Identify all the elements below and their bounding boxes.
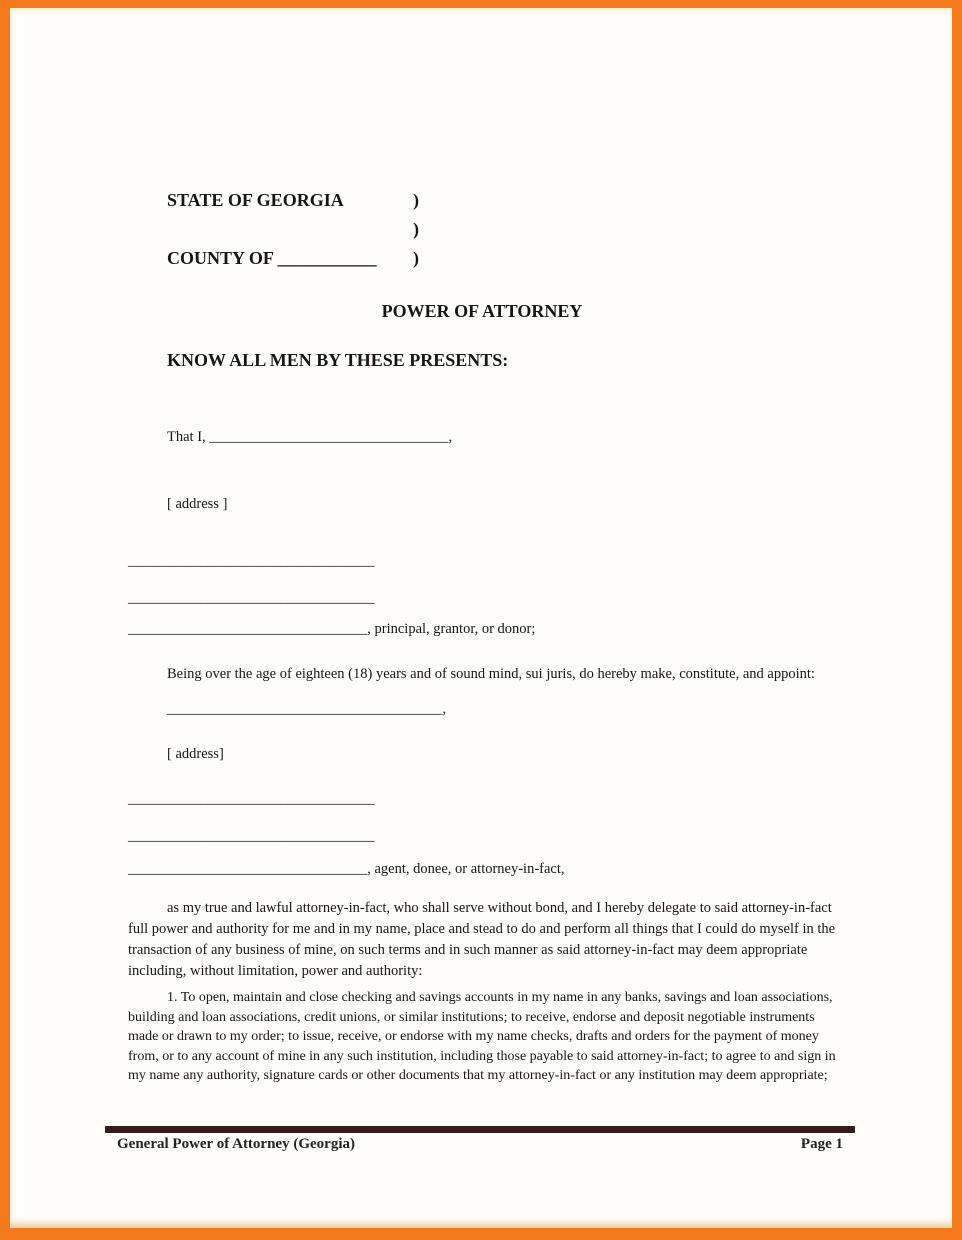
principal-address-label: [ address ] — [167, 496, 228, 512]
page-footer — [105, 1126, 855, 1153]
agent-designation-blank: _________________________________ — [128, 861, 368, 877]
footer-divider — [105, 1126, 855, 1133]
document-page — [10, 8, 952, 1228]
principal-designation-blank: _________________________________ — [128, 621, 368, 637]
recital-paragraph: Being over the age of eighteen (18) years and of sound mind, sui juris, do hereby make, constitute, and appoint: — [167, 666, 815, 682]
agent-designation-label: , agent, donee, or attorney-in-fact, — [367, 861, 565, 877]
power-item-1: 1. To open, maintain and close checking and savings accounts in my name in any banks, savings and loan associations, building and loan associations, credit unions, or similar institutions; to receive, endorse and deposit negotiable instruments made or drawn to my order; to issue, receive, or endorse with my name checks, drafts and orders for the payment of money from, or to any account of mine in any such institution, including those payable to said attorney-in-fact; to agree to and sign in my name any authority, signature cards or other documents that my attorney-in-fact or any institution may deem appropriate; — [128, 990, 836, 1083]
agent-address-blank-1: __________________________________ — [128, 791, 375, 807]
footer-page-number: Page 1 — [800, 1136, 843, 1152]
venue-paren: ) — [413, 248, 419, 268]
principal-name-line: That I, _________________________________, — [167, 429, 453, 445]
document-title: POWER OF ATTORNEY — [381, 301, 583, 321]
venue-paren: ) — [413, 219, 419, 239]
venue-state-text: STATE OF GEORGIA — [167, 190, 344, 210]
venue-row-county — [167, 244, 419, 273]
agent-designation-line — [128, 859, 836, 880]
agent-address-blank-2: __________________________________ — [128, 828, 375, 844]
venue-row-middle — [167, 215, 419, 244]
agent-address-label: [ address] — [167, 746, 224, 762]
presents-heading: KNOW ALL MEN BY THESE PRESENTS: — [167, 350, 509, 370]
principal-designation-label: , principal, grantor, or donor; — [367, 621, 536, 637]
agent-name-blank: ______________________________________, — [167, 701, 447, 717]
venue-row-state — [167, 186, 419, 215]
footer-document-name: General Power of Attorney (Georgia) — [117, 1136, 355, 1152]
principal-address-blank-1: __________________________________ — [128, 553, 375, 569]
footer-text-row — [105, 1133, 855, 1153]
principal-designation-line — [128, 619, 836, 640]
grant-paragraph: as my true and lawful attorney-in-fact, who shall serve without bond, and I hereby delegate to said attorney-in-fact full power and authority for me and in my name, place and stead to do and perform all things that I could do myself in the transaction of any business of mine, on such terms and in such manner as said attorney-in-fact may deem appropriate including, without limitation, power and authority: — [128, 900, 836, 979]
venue-county-text: COUNTY OF ___________ — [167, 248, 377, 268]
document-content — [128, 8, 836, 1086]
venue-block — [167, 186, 419, 273]
venue-paren: ) — [413, 190, 419, 210]
principal-address-blank-2: __________________________________ — [128, 590, 375, 606]
